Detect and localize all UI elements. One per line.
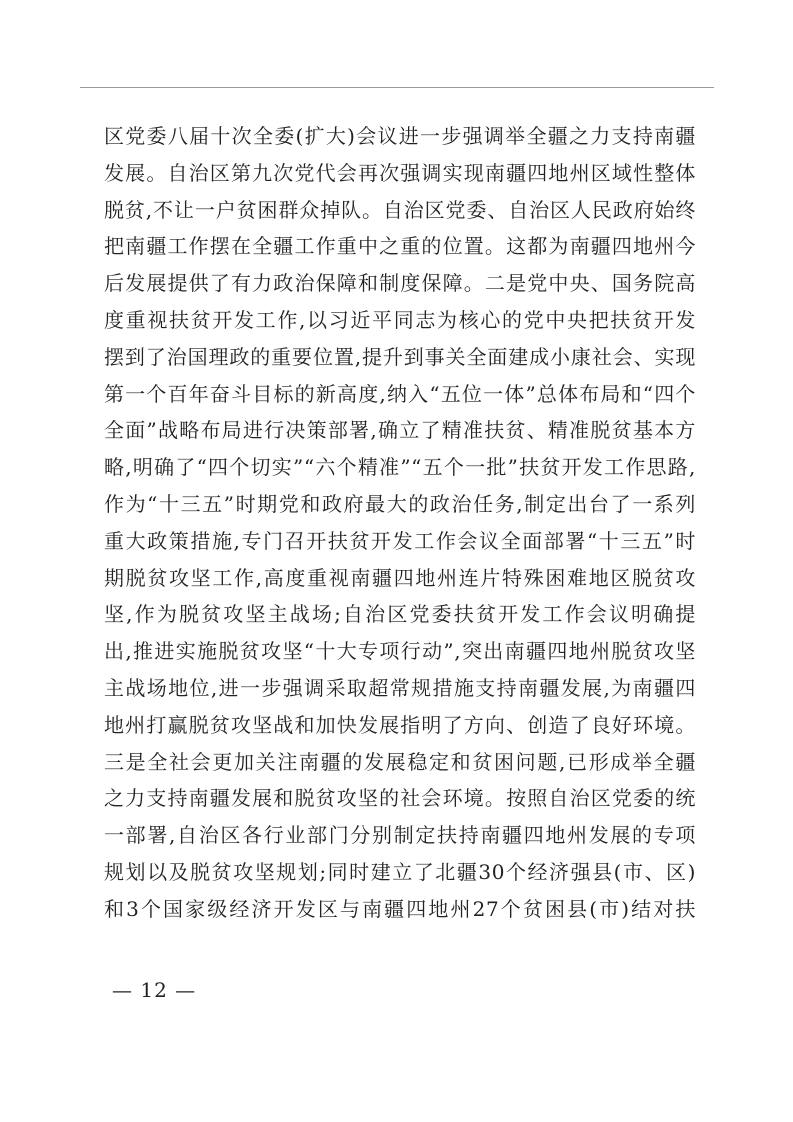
text-line: 规划以及脱贫攻坚规划;同时建立了北疆30个经济强县(市、区) [104, 859, 696, 884]
text-line: 出,推进实施脱贫攻坚“十大专项行动”,突出南疆四地州脱贫攻坚 [104, 639, 696, 664]
text-line: 地州打赢脱贫攻坚战和加快发展指明了方向、创造了良好环境。 [104, 712, 696, 737]
text-line: 区党委八届十次全委(扩大)会议进一步强调举全疆之力支持南疆 [104, 124, 696, 148]
text-line: 坚,作为脱贫攻坚主战场;自治区党委扶贫开发工作会议明确提 [104, 602, 696, 627]
text-line: 一部署,自治区各行业部门分别制定扶持南疆四地州发展的专项 [104, 823, 696, 848]
text-line: 之力支持南疆发展和脱贫攻坚的社会环境。按照自治区党委的统 [104, 786, 696, 811]
text-line: 摆到了治国理政的重要位置,提升到事关全面建成小康社会、实现 [104, 344, 696, 369]
text-line: 略,明确了“四个切实”“六个精准”“五个一批”扶贫开发工作思路, [104, 455, 696, 480]
text-line: 度重视扶贫开发工作,以习近平同志为核心的党中央把扶贫开发 [104, 307, 696, 332]
page-number: — 12 — [112, 978, 197, 1002]
text-line: 主战场地位,进一步强调采取超常规措施支持南疆发展,为南疆四 [104, 675, 696, 700]
text-line: 发展。自治区第九次党代会再次强调实现南疆四地州区域性整体 [104, 160, 696, 185]
text-line: 全面”战略布局进行决策部署,确立了精准扶贫、精准脱贫基本方 [104, 418, 696, 443]
text-line: 和3个国家级经济开发区与南疆四地州27个贫困县(市)结对扶 [104, 896, 696, 921]
text-line: 重大政策措施,专门召开扶贫开发工作会议全面部署“十三五”时 [104, 528, 696, 553]
text-line: 三是全社会更加关注南疆的发展稳定和贫困问题,已形成举全疆 [104, 749, 696, 774]
text-line: 作为“十三五”时期党和政府最大的政治任务,制定出台了一系列 [104, 491, 696, 516]
header-rule [80, 87, 714, 88]
text-line: 后发展提供了有力政治保障和制度保障。二是党中央、国务院高 [104, 271, 696, 296]
text-line: 把南疆工作摆在全疆工作重中之重的位置。这都为南疆四地州今 [104, 234, 696, 259]
text-line: 脱贫,不让一户贫困群众掉队。自治区党委、自治区人民政府始终 [104, 197, 696, 222]
text-line: 期脱贫攻坚工作,高度重视南疆四地州连片特殊困难地区脱贫攻 [104, 565, 696, 590]
body-text [104, 118, 696, 928]
text-line: 第一个百年奋斗目标的新高度,纳入“五位一体”总体布局和“四个 [104, 381, 696, 406]
